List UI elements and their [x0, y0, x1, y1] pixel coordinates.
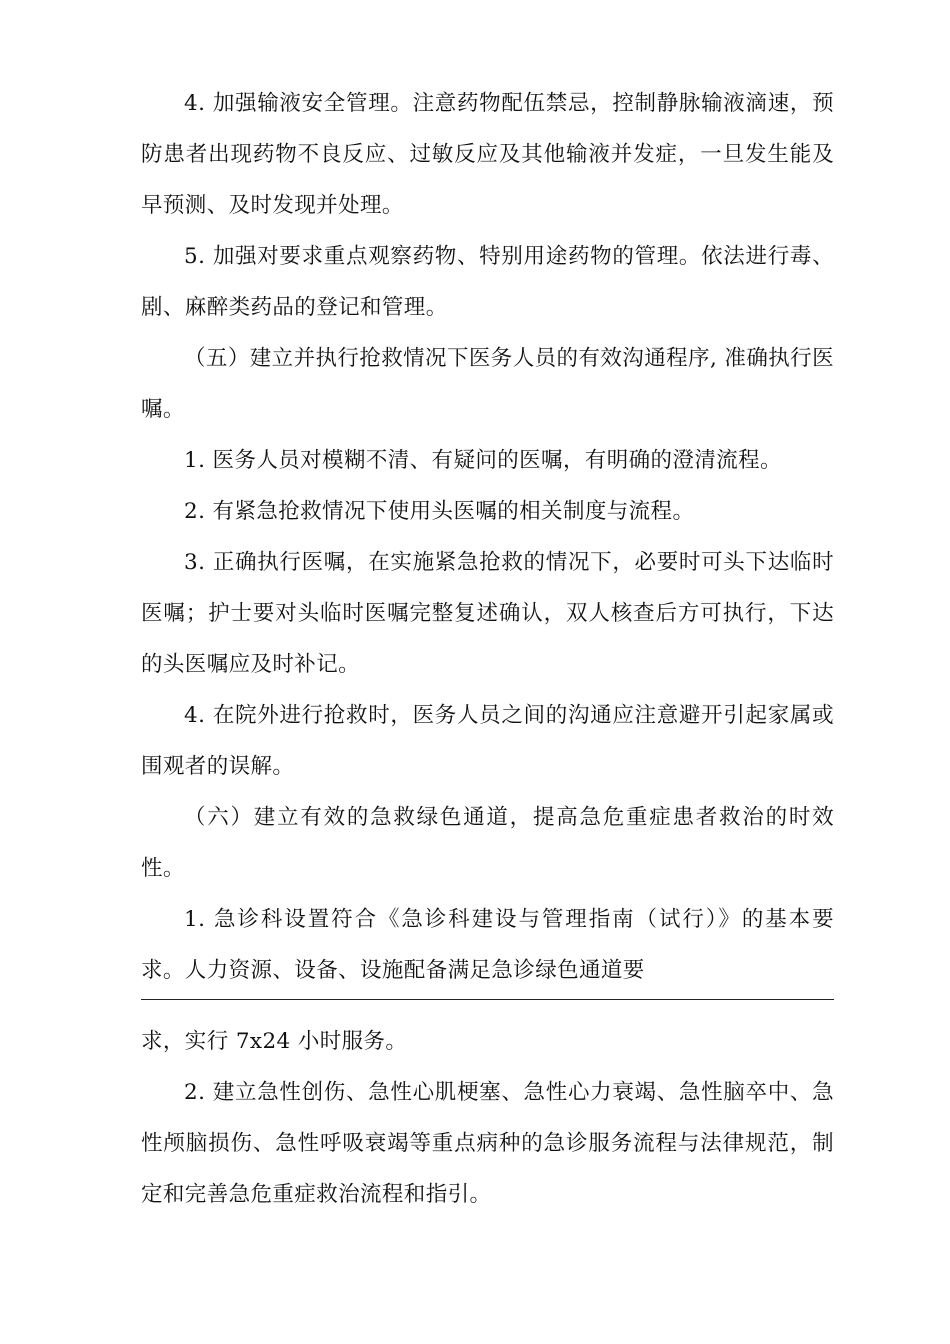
page-upper-text: [141, 78, 834, 996]
paragraph-execute-orders: 3. 正确执行医嘱，在实施紧急抢救的情况下，必要时可头下达临时医嘱；护士要对头临时医嘱完整复述确认，双人核查后方可执行，下达的头医嘱应及时补记。: [141, 550, 834, 677]
paragraph-order-clarification: 1. 医务人员对模糊不清、有疑问的医嘱，有明确的澄清流程。: [184, 448, 782, 473]
paragraph-offsite-rescue: 4. 在院外进行抢救时，医务人员之间的沟通应注意避开引起家属或围观者的误解。: [141, 703, 834, 779]
page-break-divider: [141, 999, 834, 1000]
paragraph-special-drug-management: 5. 加强对要求重点观察药物、特别用途药物的管理。依法进行毒、剧、麻醉类药品的登记和管理。: [141, 244, 834, 320]
paragraph-infusion-safety: 4. 加强输液安全管理。注意药物配伍禁忌，控制静脉输液滴速，预防患者出现药物不良反应、过敏反应及其他输液并发症，一旦发生能及早预测、及时发现并处理。: [141, 91, 834, 218]
page-lower-text: [141, 1016, 834, 1220]
heading-section-six: （六）建立有效的急救绿色通道，提高急危重症患者救治的时效性。: [141, 805, 834, 881]
paragraph-key-disease-processes: 2. 建立急性创伤、急性心肌梗塞、急性心力衰竭、急性脑卒中、急性颅脑损伤、急性呼吸衰竭等重点病种的急诊服务流程与法律规范，制定和完善急危重症救治流程和指引。: [141, 1080, 834, 1207]
heading-section-five: （五）建立并执行抢救情况下医务人员的有效沟通程序, 准确执行医嘱。: [141, 346, 834, 422]
paragraph-verbal-order-policy: 2. 有紧急抢救情况下使用头医嘱的相关制度与流程。: [184, 499, 695, 524]
paragraph-continuation: 求，实行 7x24 小时服务。: [141, 1029, 408, 1054]
paragraph-emergency-dept-requirements: 1. 急诊科设置符合《急诊科建设与管理指南（试行）》的基本要求。人力资源、设备、设施配备满足急诊绿色通道要: [141, 907, 834, 983]
